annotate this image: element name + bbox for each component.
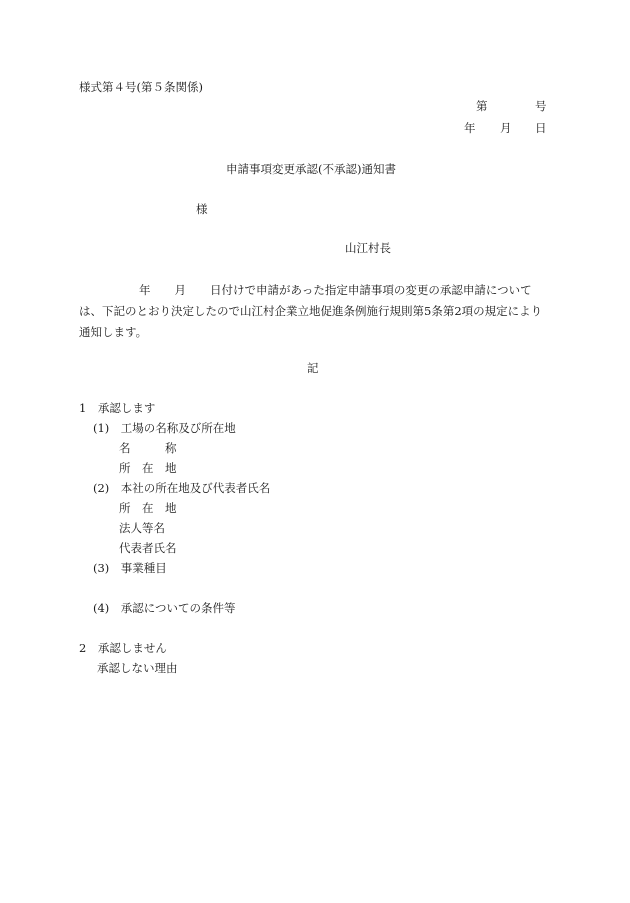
addressee-suffix: 様 [196,202,208,216]
section1-heading: 1 承認します [79,401,156,415]
section2-heading: 2 承認しません [79,641,167,655]
number-suffix: 号 [535,99,547,113]
item2-label: (2) 本社の所在地及び代表者氏名 [93,481,271,495]
item2-corp-label: 法人等名 [119,521,165,535]
body-year: 年 [139,283,151,297]
item2-rep-label: 代表者氏名 [119,541,177,555]
number-prefix: 第 [476,99,488,113]
form-label: 様式第４号(第５条関係) [79,80,203,94]
issuer: 山江村長 [345,241,391,255]
body-paragraph [79,280,547,343]
item1-name-label: 名 称 [119,441,177,455]
item4-label: (4) 承認についての条件等 [93,601,236,615]
date-day: 日 [535,121,547,135]
body-line-3: 通知します。 [79,325,148,339]
ki-heading: 記 [307,361,319,375]
date-month: 月 [500,121,512,135]
item1-address-label: 所 在 地 [119,461,177,475]
body-line1-rest: 日付けで申請があった指定申請事項の変更の承認申請について [210,283,532,297]
body-month: 月 [174,283,186,297]
item1-label: (1) 工場の名称及び所在地 [93,421,236,435]
body-line-1 [79,280,547,301]
document-title: 申請事項変更承認(不承認)通知書 [226,162,396,176]
section2-reason-label: 承認しない理由 [97,661,178,675]
body-line-2: は、下記のとおり決定したので山江村企業立地促進条例施行規則第5条第2項の規定により [79,304,543,318]
item2-address-label: 所 在 地 [119,501,177,515]
date-year: 年 [464,121,476,135]
item3-label: (3) 事業種目 [93,561,167,575]
